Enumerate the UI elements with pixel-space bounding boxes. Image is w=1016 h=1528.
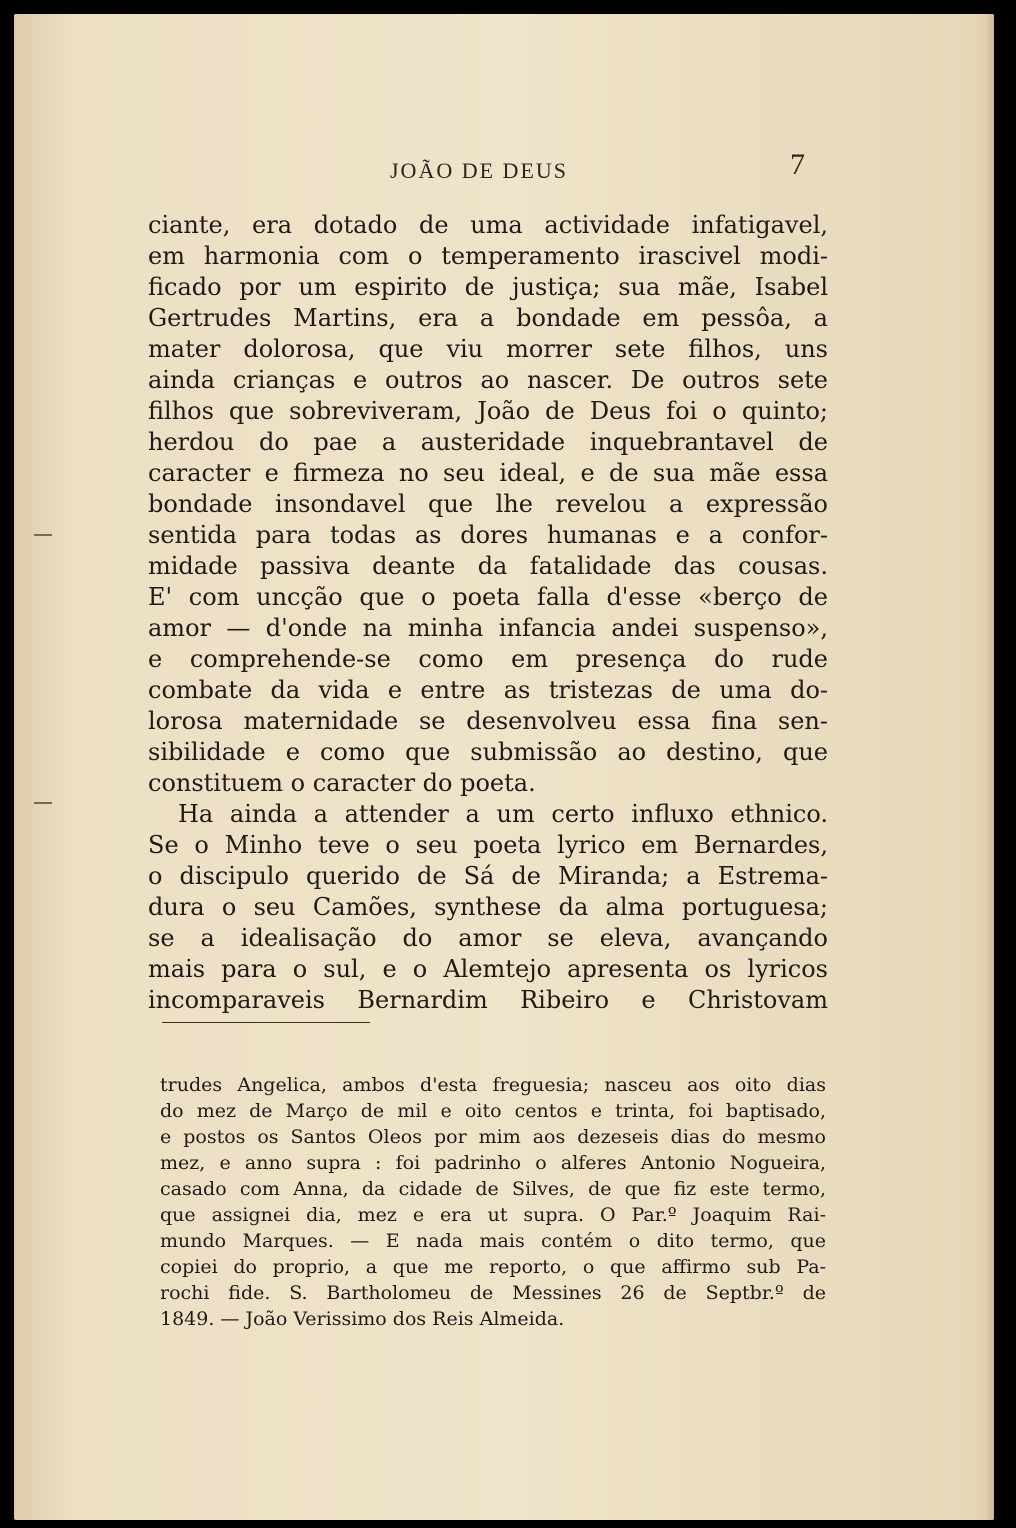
margin-mark: [34, 802, 52, 804]
footnote-rule: [162, 1022, 370, 1023]
text-line: amor — d'onde na minha infancia andei suspenso»,: [148, 614, 828, 642]
footnote-line: copiei do proprio, a que me reporto, o que affirmo sub Pa-: [160, 1256, 826, 1278]
text-line: ainda crianças e outros ao nascer. De outros sete: [148, 366, 828, 394]
text-line: E' com uncção que o poeta falla d'esse «berço de: [148, 583, 828, 611]
book-page: [14, 14, 994, 1520]
footnote-line: rochi fide. S. Bartholomeu de Messines 26 de Septbr.º de: [160, 1282, 826, 1304]
footnote-line: e postos os Santos Oleos por mim aos dezeseis dias do mesmo: [160, 1126, 826, 1148]
body-text: [148, 210, 828, 1016]
text-line: filhos que sobreviveram, João de Deus foi o quinto;: [148, 397, 828, 425]
text-line: herdou do pae a austeridade inquebrantavel de: [148, 428, 828, 456]
page-edge: [984, 14, 994, 1520]
text-line: Se o Minho teve o seu poeta lyrico em Bernardes,: [148, 831, 828, 859]
text-line: Gertrudes Martins, era a bondade em pessôa, a: [148, 304, 828, 332]
text-line: incomparaveis Bernardim Ribeiro e Christovam: [148, 986, 828, 1014]
footnote-line: trudes Angelica, ambos d'esta freguesia; nasceu aos oito dias: [160, 1074, 826, 1096]
footnote-line: casado com Anna, da cidade de Silves, de que fiz este termo,: [160, 1178, 826, 1200]
text-line: dura o seu Camões, synthese da alma portuguesa;: [148, 893, 828, 921]
footnote-line: mez, e anno supra : foi padrinho o alferes Antonio Nogueira,: [160, 1152, 826, 1174]
footnote-line: que assignei dia, mez e era ut supra. O Par.º Joaquim Rai-: [160, 1204, 826, 1226]
footnote-line: do mez de Março de mil e oito centos e trinta, foi baptisado,: [160, 1100, 826, 1122]
text-line: se a idealisação do amor se eleva, avançando: [148, 924, 828, 952]
text-line: combate da vida e entre as tristezas de uma do-: [148, 676, 828, 704]
text-line: caracter e firmeza no seu ideal, e de sua mãe essa: [148, 459, 828, 487]
text-line: o discipulo querido de Sá de Miranda; a Estrema-: [148, 862, 828, 890]
text-line: sibilidade e como que submissão ao destino, que: [148, 738, 828, 766]
text-line: bondade insondavel que lhe revelou a expressão: [148, 490, 828, 518]
text-line: lorosa maternidade se desenvolveu essa fina sen-: [148, 707, 828, 735]
text-line: ficado por um espirito de justiça; sua mãe, Isabel: [148, 273, 828, 301]
text-line: em harmonia com o temperamento irascivel modi-: [148, 242, 828, 270]
footnote-line: mundo Marques. — E nada mais contém o dito termo, que: [160, 1230, 826, 1252]
text-line: midade passiva deante da fatalidade das cousas.: [148, 552, 828, 580]
text-line: mater dolorosa, que viu morrer sete filhos, uns: [148, 335, 828, 363]
text-line: mais para o sul, e o Alemtejo apresenta os lyricos: [148, 955, 828, 983]
page-number: 7: [790, 148, 805, 181]
text-line: e comprehende-se como em presença do rude: [148, 645, 828, 673]
text-line: constituem o caracter do poeta.: [148, 769, 536, 797]
margin-mark: [34, 534, 52, 536]
footnote-line: 1849. — João Verissimo dos Reis Almeida.: [160, 1308, 565, 1330]
text-line: Ha ainda a attender a um certo influxo ethnico.: [178, 800, 828, 828]
text-line: sentida para todas as dores humanas e a confor-: [148, 521, 828, 549]
running-title: JOÃO DE DEUS: [390, 158, 568, 183]
text-line: ciante, era dotado de uma actividade infatigavel,: [148, 211, 828, 239]
running-head: [14, 148, 994, 190]
footnote: [160, 1072, 826, 1332]
